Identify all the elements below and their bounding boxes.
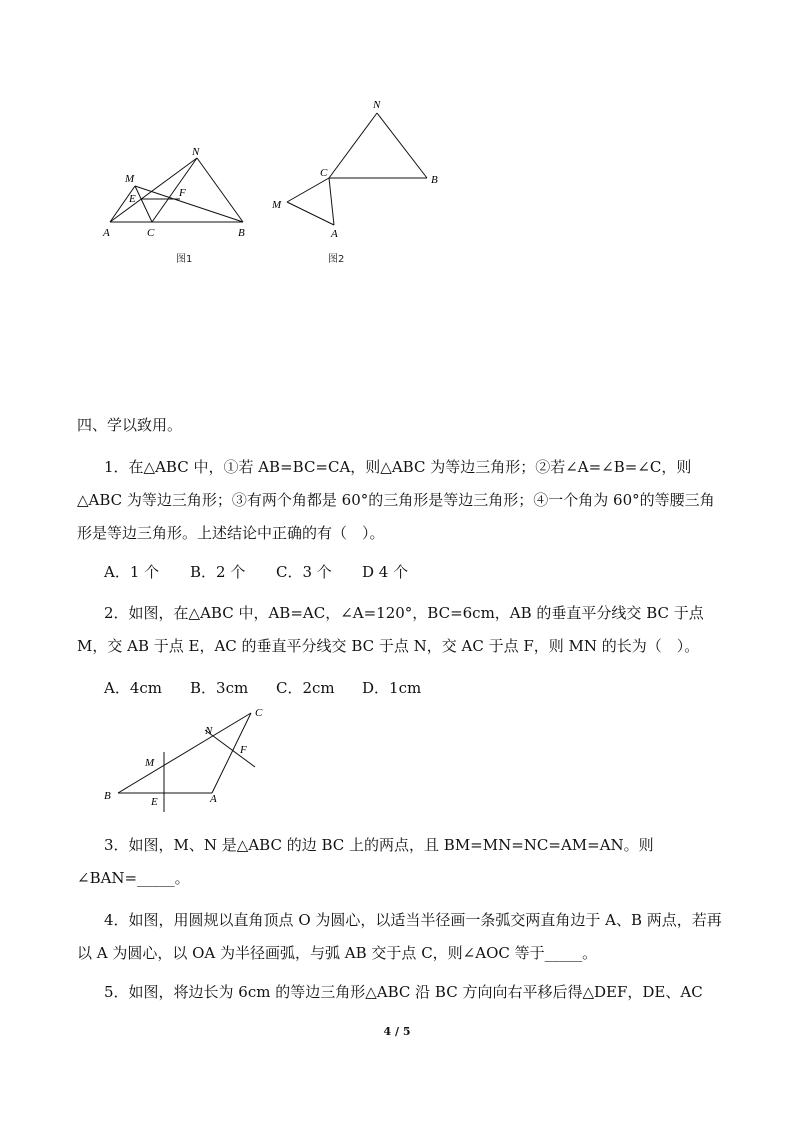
fig1-label-m: M xyxy=(125,173,135,185)
fig3-label-e: E xyxy=(151,796,158,808)
fig2-label-n: N xyxy=(373,99,381,111)
question-1-text: 1．在△ABC 中，①若 AB=BC=CA，则△ABC 为等边三角形；②若∠A=∠B=∠C，则△ABC 为等边三角形；③有两个角都是 60°的三角形是等边三角形；④一个角为 60°的等腰三角形是等边三角形。上述结论中正确的有（ ）。 xyxy=(77,458,715,542)
q1-option-c: C．3 个 xyxy=(276,563,332,581)
fig2-label-m: M xyxy=(272,199,282,211)
section-title: 四、学以致用。 xyxy=(77,416,183,434)
question-2-text: 2．如图，在△ABC 中，AB=AC，∠A=120°，BC=6cm，AB 的垂直平分线交 BC 于点 M，交 AB 于点 E，AC 的垂直平分线交 BC 于点 N，交 AC 于点 F，则 MN 的长为（ ）。 xyxy=(77,604,704,655)
fig3-label-n: N xyxy=(205,725,213,737)
fig1-label-a: A xyxy=(103,227,110,239)
question-3-text: 3．如图，M、N 是△ABC 的边 BC 上的两点，且 BM=MN=NC=AM=AN。则∠BAN=_____。 xyxy=(77,836,654,887)
question-3 xyxy=(77,829,727,895)
question-4 xyxy=(77,904,727,970)
fig1-label-f: F xyxy=(179,187,186,199)
fig2-label-a: A xyxy=(331,228,338,240)
fig3-label-a: A xyxy=(210,793,217,805)
q2-option-a: A．4cm xyxy=(104,679,163,697)
question-4-text: 4．如图，用圆规以直角顶点 O 为圆心，以适当半径画一条弧交两直角边于 A、B 两点，若再以 A 为圆心，以 OA 为半径画弧，与弧 AB 交于点 C，则∠AOC 等于_____。 xyxy=(77,911,722,962)
fig3-label-c: C xyxy=(255,707,263,719)
fig2-label-b: B xyxy=(431,174,438,186)
fig1-label-e: E xyxy=(129,193,136,205)
question-5-text: 5．如图，将边长为 6cm 的等边三角形△ABC 沿 BC 方向向右平移后得△DEF，DE、AC xyxy=(104,983,703,1001)
page-number: 4 / 5 xyxy=(383,1025,411,1038)
q1-option-d: D 4 个 xyxy=(362,563,409,581)
fig3-label-m: M xyxy=(145,757,155,769)
figure-2-caption: 图2 xyxy=(328,254,345,265)
fig3-label-b: B xyxy=(104,790,111,802)
figure-1-caption: 图1 xyxy=(176,254,193,265)
fig3-label-f: F xyxy=(240,744,247,756)
fig1-label-n: N xyxy=(192,146,200,158)
q2-option-b: B．3cm xyxy=(190,679,249,697)
q1-option-b: B．2 个 xyxy=(190,563,246,581)
fig2-label-c: C xyxy=(320,167,328,179)
fig1-label-b: B xyxy=(238,227,245,239)
q2-option-d: D．1cm xyxy=(362,679,422,697)
fig1-label-c: C xyxy=(147,227,155,239)
q2-option-c: C．2cm xyxy=(276,679,335,697)
q1-option-a: A．1 个 xyxy=(104,563,160,581)
fig3-perp-bisector-ac xyxy=(205,730,255,767)
question-5 xyxy=(77,976,727,1009)
